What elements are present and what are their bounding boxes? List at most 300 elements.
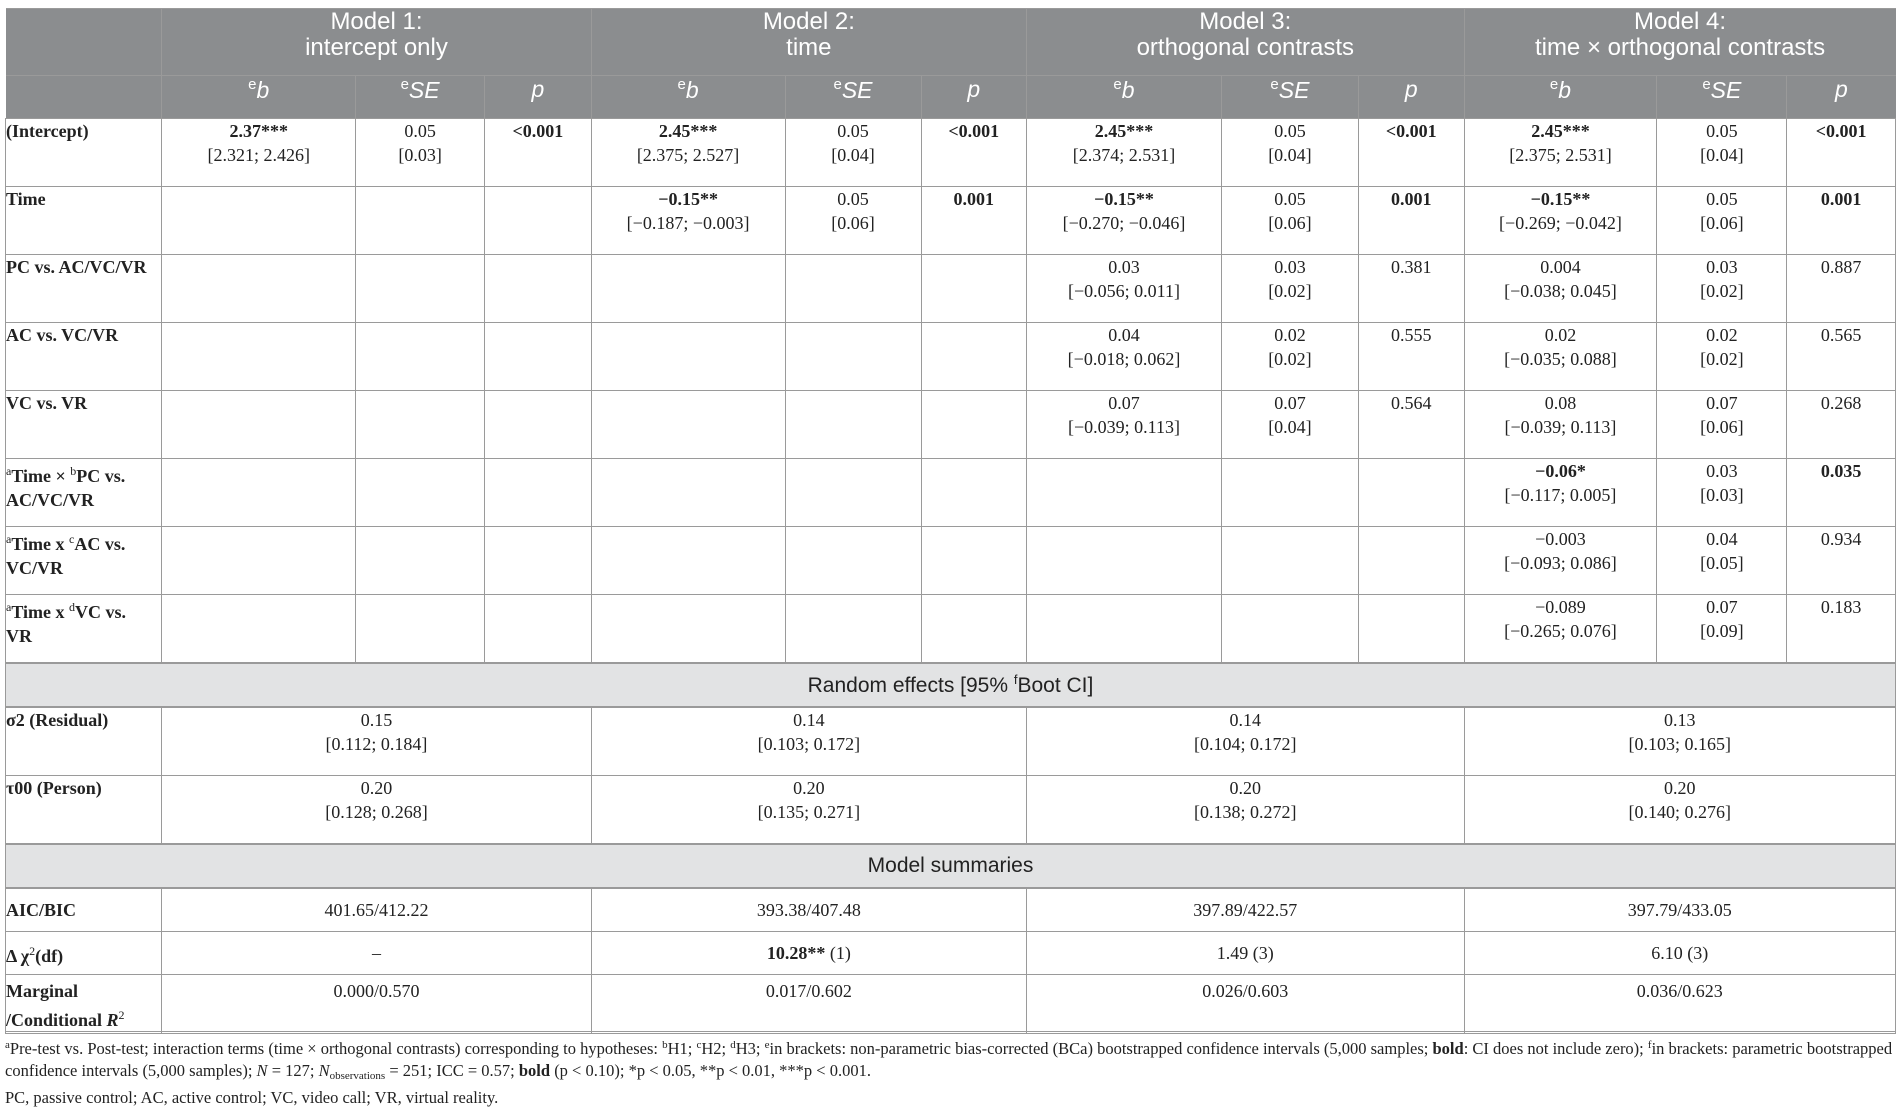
se-label: SE	[1710, 77, 1742, 103]
header-se-model-1	[356, 76, 485, 119]
table-cell	[1221, 255, 1358, 323]
table-cell	[356, 391, 485, 459]
section-random-effects	[6, 663, 1896, 707]
table-footnote	[5, 1031, 1896, 1109]
cell-value: 0.07	[1706, 393, 1738, 413]
cell-value: 0.001	[1390, 189, 1432, 209]
section-title-text: Model summaries	[867, 854, 1034, 877]
table-cell	[1787, 255, 1896, 323]
p-label: p	[967, 76, 981, 102]
cell-interval: [−0.117; 0.005]	[1504, 485, 1617, 505]
cell-value: 0.04	[1706, 529, 1738, 549]
model-2-header: Model 2: time	[591, 9, 1026, 76]
cell-interval: [0.103; 0.165]	[1628, 734, 1732, 754]
p-label: p	[1834, 76, 1848, 102]
cell-interval: [−0.018; 0.062]	[1067, 349, 1181, 369]
row-label-text: VC/VR	[6, 558, 63, 578]
table-cell	[921, 255, 1027, 323]
table-cell	[1464, 975, 1895, 1034]
table-cell	[1464, 119, 1657, 187]
cell-interval: [2.321; 2.426]	[207, 145, 310, 165]
table-cell	[162, 323, 356, 391]
section-title-text: Random effects [95%	[807, 674, 1014, 697]
cell-interval: [−0.038; 0.045]	[1504, 281, 1617, 301]
table-cell	[356, 323, 485, 391]
table-row-r-squared	[6, 975, 1896, 1034]
cell-interval: [0.02]	[1268, 281, 1312, 301]
b-superscript: e	[248, 76, 257, 93]
row-label	[6, 975, 162, 1034]
row-label-text: AIC/BIC	[6, 900, 77, 920]
table-cell	[591, 595, 785, 664]
table-cell	[1221, 459, 1358, 527]
table-cell	[162, 595, 356, 664]
cell-interval: [−0.039; 0.113]	[1068, 417, 1180, 437]
table-row-vc-vs-vr	[6, 391, 1896, 459]
table-cell	[1027, 776, 1464, 845]
row-label	[6, 255, 162, 323]
table-cell	[921, 595, 1027, 664]
cell-value: 0.20	[360, 778, 393, 798]
table-cell	[1358, 323, 1464, 391]
header-p-model-4	[1787, 76, 1896, 119]
b-label: b	[256, 77, 270, 103]
table-cell	[1657, 595, 1787, 664]
table-cell	[1358, 255, 1464, 323]
table-cell	[591, 932, 1026, 975]
table-cell	[785, 187, 921, 255]
cell-value: <0.001	[1815, 121, 1867, 141]
row-label-text: Δ χ	[6, 945, 30, 966]
cell-value: 10.28**	[766, 943, 826, 963]
cell-interval: [0.128; 0.268]	[325, 802, 428, 822]
table-cell	[162, 776, 591, 845]
row-label	[6, 459, 162, 527]
cell-interval: [0.135; 0.271]	[757, 802, 861, 822]
label-superscript: b	[70, 464, 77, 478]
cell-value: 0.08	[1544, 393, 1577, 413]
table-cell	[1464, 323, 1657, 391]
row-label-text: VC vs.	[75, 602, 127, 622]
table-cell	[1657, 119, 1787, 187]
table-cell	[1358, 527, 1464, 595]
table-cell	[1358, 391, 1464, 459]
table-cell	[485, 187, 592, 255]
table-cell	[1464, 187, 1657, 255]
table-cell	[591, 707, 1026, 776]
model-4-header: Model 4: time × orthogonal contrasts	[1464, 9, 1895, 76]
b-superscript: e	[1549, 76, 1559, 93]
table-cell	[1027, 932, 1464, 975]
table-cell	[1787, 595, 1896, 664]
table-row-time-x-ac-contrast	[6, 527, 1896, 595]
row-label	[6, 595, 162, 664]
cell-interval: [0.02]	[1700, 349, 1744, 369]
table-cell	[162, 707, 591, 776]
cell-value: 0.14	[1229, 710, 1262, 730]
row-label-text: Marginal	[6, 981, 78, 1001]
section-title	[6, 663, 1896, 707]
table-cell	[921, 323, 1027, 391]
table-cell	[1787, 527, 1896, 595]
table-cell	[591, 391, 785, 459]
cell-value: −0.15**	[1530, 189, 1591, 209]
table-cell	[1657, 255, 1787, 323]
cell-value: 0.02	[1274, 325, 1306, 345]
row-label	[6, 888, 162, 932]
table-cell	[1221, 595, 1358, 664]
row-label-text: /Conditional	[6, 1010, 107, 1030]
cell-value: 1.49 (3)	[1216, 943, 1274, 963]
corner-cell	[6, 9, 162, 76]
cell-value: −0.089	[1535, 597, 1586, 617]
cell-value: −0.003	[1535, 529, 1586, 549]
table-cell	[591, 323, 785, 391]
table-cell	[1358, 595, 1464, 664]
cell-interval: [0.06]	[831, 213, 875, 233]
cell-value: <0.001	[948, 121, 1000, 141]
cell-value: 0.555	[1390, 325, 1432, 345]
header-b-model-1	[162, 76, 356, 119]
cell-value: 0.02	[1544, 325, 1577, 345]
row-label-text: (Intercept)	[6, 121, 89, 141]
header-b-model-3	[1027, 76, 1222, 119]
table-cell	[785, 527, 921, 595]
table-cell	[1221, 391, 1358, 459]
row-label-text: AC vs. VC/VR	[6, 325, 119, 345]
row-label	[6, 707, 162, 776]
cell-interval: [−0.270; −0.046]	[1062, 213, 1186, 233]
table-cell	[1027, 527, 1222, 595]
cell-value: 0.05	[837, 189, 869, 209]
row-label-text: PC vs.	[76, 466, 126, 486]
table-row-time-x-vc-contrast	[6, 595, 1896, 664]
row-label-text: σ2 (Residual)	[6, 710, 109, 730]
table-cell	[1221, 119, 1358, 187]
cell-value: 0.20	[793, 778, 825, 798]
table-cell	[162, 391, 356, 459]
table-cell	[485, 595, 592, 664]
table-cell	[921, 527, 1027, 595]
cell-value: <0.001	[1385, 121, 1437, 141]
cell-value: −0.15**	[1094, 189, 1154, 209]
table-cell	[1787, 119, 1896, 187]
row-label	[6, 119, 162, 187]
cell-value: 0.05	[837, 121, 869, 141]
table-cell	[591, 459, 785, 527]
row-label-text: (df)	[35, 945, 64, 966]
table-cell	[162, 888, 591, 932]
cell-value: 0.05	[404, 121, 436, 141]
table-cell	[591, 888, 1026, 932]
table-cell	[485, 391, 592, 459]
header-se-model-4	[1657, 76, 1787, 119]
se-superscript: e	[833, 76, 842, 93]
se-superscript: e	[400, 76, 409, 93]
table-cell	[356, 255, 485, 323]
cell-interval: [−0.035; 0.088]	[1504, 349, 1617, 369]
row-label-text: Time	[6, 189, 46, 209]
row-label	[6, 323, 162, 391]
cell-value: 2.45***	[1094, 121, 1154, 141]
table-cell	[1027, 459, 1222, 527]
table-cell	[1464, 255, 1657, 323]
cell-value: –	[371, 943, 381, 963]
se-label: SE	[841, 77, 873, 103]
table-cell	[1657, 187, 1787, 255]
cell-value: 0.13	[1664, 710, 1696, 730]
se-label: SE	[408, 77, 440, 103]
cell-value: 0.03	[1274, 257, 1306, 277]
table-row-intercept	[6, 119, 1896, 187]
header-b-model-2	[591, 76, 785, 119]
row-label	[6, 776, 162, 845]
cell-interval: [2.374; 2.531]	[1072, 145, 1176, 165]
table-cell	[785, 255, 921, 323]
model-3-header: Model 3: orthogonal contrasts	[1027, 9, 1464, 76]
row-label-text: AC/VC/VR	[6, 490, 94, 510]
cell-value: 0.07	[1706, 597, 1738, 617]
row-label-text: VR	[6, 626, 32, 646]
section-title-superscript: f	[1013, 672, 1018, 687]
table-cell	[1657, 391, 1787, 459]
cell-interval: [−0.269; −0.042]	[1499, 213, 1622, 233]
table-cell	[1358, 187, 1464, 255]
cell-interval: [0.05]	[1700, 553, 1744, 573]
cell-value: 0.000/0.570	[333, 981, 420, 1001]
table-cell	[1221, 527, 1358, 595]
table-cell	[356, 119, 485, 187]
cell-interval: [0.138; 0.272]	[1194, 802, 1297, 822]
cell-value: 397.79/433.05	[1627, 900, 1732, 920]
table-row-delta-chi2	[6, 932, 1896, 975]
cell-interval: [0.140; 0.276]	[1628, 802, 1732, 822]
cell-value: 6.10 (3)	[1651, 943, 1709, 963]
table-cell	[1787, 391, 1896, 459]
row-label	[6, 187, 162, 255]
header-se-model-2	[785, 76, 921, 119]
table-cell	[591, 119, 785, 187]
table-cell	[1027, 975, 1464, 1034]
table-cell	[785, 459, 921, 527]
row-label-text: VC vs. VR	[6, 393, 88, 413]
cell-interval: [2.375; 2.531]	[1509, 145, 1612, 165]
table-cell	[921, 187, 1027, 255]
cell-value: 0.07	[1108, 393, 1140, 413]
table-cell	[162, 932, 591, 975]
table-cell	[1027, 323, 1222, 391]
table-cell	[1358, 119, 1464, 187]
table-cell	[162, 975, 591, 1034]
table-cell	[1787, 459, 1896, 527]
table-cell	[591, 527, 785, 595]
table-row-time	[6, 187, 1896, 255]
p-label: p	[531, 76, 545, 102]
corner-cell-2	[6, 76, 162, 119]
table-cell	[162, 459, 356, 527]
cell-value: 0.004	[1540, 257, 1581, 277]
cell-value: 0.026/0.603	[1202, 981, 1289, 1001]
cell-interval: [−0.039; 0.113]	[1504, 417, 1617, 437]
table-cell	[162, 119, 356, 187]
model-header-row	[6, 9, 1896, 76]
table-cell	[485, 323, 592, 391]
table-cell	[1787, 187, 1896, 255]
cell-value: 0.183	[1820, 597, 1862, 617]
stat-header-row	[6, 76, 1896, 119]
table-cell	[1027, 707, 1464, 776]
cell-value: 0.20	[1229, 778, 1262, 798]
label-superscript: 2	[29, 943, 36, 958]
table-cell	[921, 391, 1027, 459]
cell-value: 2.37***	[229, 121, 288, 141]
table-row-time-x-pc-contrast	[6, 459, 1896, 527]
section-title	[6, 844, 1896, 888]
cell-value: 0.07	[1274, 393, 1306, 413]
cell-value: 401.65/412.22	[324, 900, 429, 920]
footnote-line-1: $^a$Pre-test vs. Post-test; interaction terms (time × orthogonal contrasts) corresponding to hypotheses: $^b$H1; $^c$H2; $^d$H3; $^e$in brackets: non-parametric bias-corrected (BCa) bootstrapped confidence intervals (5,000 samples; bold: CI does not include zero); $^f$in brackets: parametric bootstrapped confidence intervals (5,000 samples); N = 127; $N_{observations} = 251$; ICC = 0.57; bold (p < 0.10); *p < 0.05, **p < 0.01, ***p < 0.001.	[5, 1039, 1893, 1082]
row-label-text: PC vs. AC/VC/VR	[6, 257, 147, 277]
table-cell	[485, 459, 592, 527]
cell-value: −0.15**	[658, 189, 718, 209]
table-cell	[162, 255, 356, 323]
cell-interval: [0.06]	[1700, 417, 1744, 437]
label-superscript: c	[69, 532, 75, 546]
table-cell	[1657, 527, 1787, 595]
table-cell	[1464, 391, 1657, 459]
cell-value: 0.381	[1390, 257, 1432, 277]
cell-interval: [0.04]	[1268, 145, 1312, 165]
cell-value: 0.017/0.602	[765, 981, 852, 1001]
table-row-ac-vs-vc-vr	[6, 323, 1896, 391]
cell-value: 0.04	[1108, 325, 1140, 345]
table-cell	[1027, 595, 1222, 664]
table-cell	[485, 527, 592, 595]
row-label	[6, 932, 162, 975]
table-cell	[921, 119, 1027, 187]
table-cell	[1027, 391, 1222, 459]
cell-interval: [−0.093; 0.086]	[1504, 553, 1617, 573]
table-cell	[1027, 255, 1222, 323]
cell-value: −0.06*	[1535, 461, 1586, 481]
se-label: SE	[1278, 77, 1310, 103]
se-superscript: e	[1702, 76, 1711, 93]
label-superscript: a	[6, 532, 12, 546]
se-superscript: e	[1270, 76, 1279, 93]
cell-value: 0.03	[1108, 257, 1140, 277]
table-cell	[591, 187, 785, 255]
table-cell	[162, 187, 356, 255]
table-cell	[785, 323, 921, 391]
section-model-summaries	[6, 844, 1896, 888]
table-cell	[1464, 932, 1895, 975]
cell-interval: [0.06]	[1700, 213, 1744, 233]
cell-value: 0.05	[1274, 189, 1306, 209]
cell-value: 0.05	[1706, 121, 1738, 141]
cell-value: 0.14	[793, 710, 825, 730]
cell-value: 393.38/407.48	[756, 900, 861, 920]
cell-value: (1)	[825, 943, 851, 963]
b-superscript: e	[677, 76, 686, 93]
b-label: b	[685, 77, 699, 103]
table-cell	[1221, 323, 1358, 391]
cell-interval: [0.09]	[1700, 621, 1744, 641]
cell-interval: [0.04]	[1268, 417, 1312, 437]
cell-interval: [0.06]	[1268, 213, 1312, 233]
cell-interval: [0.112; 0.184]	[325, 734, 428, 754]
table-cell	[1027, 888, 1464, 932]
header-se-model-3	[1221, 76, 1358, 119]
cell-value: 0.20	[1664, 778, 1696, 798]
footnote-line-2: PC, passive control; AC, active control; VC, video call; VR, virtual reality.	[5, 1088, 499, 1107]
header-b-model-4	[1464, 76, 1657, 119]
cell-value: 0.001	[953, 189, 995, 209]
b-label: b	[1121, 77, 1135, 103]
table-cell	[1464, 595, 1657, 664]
table-cell	[1464, 527, 1657, 595]
row-label-text: Time x	[11, 602, 69, 622]
cell-value: 0.03	[1706, 257, 1738, 277]
cell-value: 0.035	[1820, 461, 1862, 481]
cell-interval: [0.04]	[1700, 145, 1744, 165]
table-cell	[591, 975, 1026, 1034]
cell-value: 397.89/422.57	[1193, 900, 1298, 920]
cell-value: 0.934	[1820, 529, 1862, 549]
table-cell	[485, 119, 592, 187]
row-label	[6, 391, 162, 459]
cell-interval: [−0.187; −0.003]	[626, 213, 750, 233]
cell-interval: [0.104; 0.172]	[1194, 734, 1297, 754]
label-superscript: a	[6, 600, 12, 614]
cell-interval: [−0.056; 0.011]	[1068, 281, 1180, 301]
table-cell	[591, 776, 1026, 845]
cell-value: 2.45***	[1531, 121, 1590, 141]
table-cell	[356, 187, 485, 255]
cell-value: 0.564	[1390, 393, 1432, 413]
table-cell	[785, 595, 921, 664]
table-cell	[356, 595, 485, 664]
cell-value: 0.05	[1706, 189, 1738, 209]
table-cell	[1657, 459, 1787, 527]
table-cell	[1221, 187, 1358, 255]
table-cell	[785, 119, 921, 187]
label-superscript: 2	[118, 1008, 125, 1022]
table-cell	[1027, 119, 1222, 187]
row-label	[6, 527, 162, 595]
header-p-model-2	[921, 76, 1027, 119]
cell-interval: [0.02]	[1700, 281, 1744, 301]
table-cell	[921, 459, 1027, 527]
table-cell	[356, 459, 485, 527]
table-row-random-person	[6, 776, 1896, 845]
cell-value: 0.02	[1706, 325, 1738, 345]
cell-interval: [0.103; 0.172]	[757, 734, 861, 754]
cell-value: 0.268	[1820, 393, 1862, 413]
cell-interval: [0.03]	[1700, 485, 1744, 505]
table-cell	[356, 527, 485, 595]
table-row-aic-bic	[6, 888, 1896, 932]
cell-interval: [−0.265; 0.076]	[1504, 621, 1617, 641]
table-row-random-residual	[6, 707, 1896, 776]
label-superscript: a	[6, 464, 12, 478]
table-cell	[485, 255, 592, 323]
cell-interval: [2.375; 2.527]	[636, 145, 740, 165]
cell-value: 0.15	[360, 710, 393, 730]
b-label: b	[1558, 77, 1572, 103]
row-label-text: τ00 (Person)	[6, 778, 102, 798]
cell-value: 0.03	[1706, 461, 1738, 481]
row-label-text: R	[106, 1010, 119, 1030]
